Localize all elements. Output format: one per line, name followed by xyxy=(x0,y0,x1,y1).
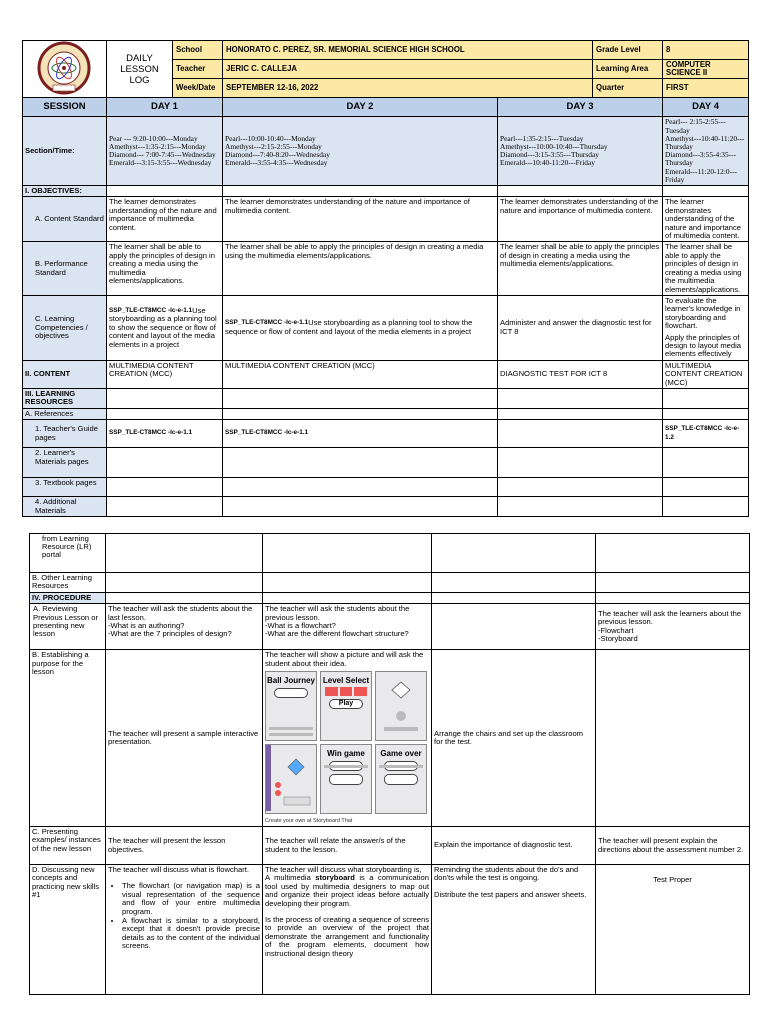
competencies-day1: SSP_TLE-CT8MCC -Ic-e-1.1Use storyboarding as a planning tool to show the sequence or flow of content and layout of the media elements in a project xyxy=(107,295,223,360)
grade-label: Grade Level xyxy=(593,41,663,60)
performance-standard-label: B. Performance Standard xyxy=(23,242,107,295)
list-item: • The flowchart (or navigation map) is a visual representation of the sequence and flow of your entire multimedia program. xyxy=(122,882,260,916)
session-label: SESSION xyxy=(23,98,107,117)
content-day1: MULTIMEDIA CONTENT CREATION (MCC) xyxy=(107,360,223,388)
school-value: HONORATO C. PEREZ, SR. MEMORIAL SCIENCE HIGH SCHOOL xyxy=(223,41,593,60)
teacher-value: JERIC C. CALLEJA xyxy=(223,60,593,79)
lesson-log-table-page2 xyxy=(29,533,750,995)
school-seal xyxy=(23,41,107,98)
section-time-day2: Pearl---10:00-10:40---Monday Amethyst---2:15-2:55---Monday Diamond---7:40-8:20---Wednesday Emerald---3:55-4:35---Wednesday xyxy=(223,117,498,186)
competencies-day2: SSP_TLE-CT8MCC -Ic-e-1.1Use storyboarding as a planning tool to show the sequence or flow of content and layout of the media elements in a project xyxy=(223,295,498,360)
day4-header: DAY 4 xyxy=(663,98,749,117)
presenting-examples-day4: The teacher will present explain the directions about the assessment number 2. xyxy=(596,827,750,865)
performance-standard-day4: The learner shall be able to apply the principles of design in creating a media using the multimedia elements/applications. xyxy=(663,242,749,295)
section-time-day4: Pearl--- 2:15-2:55---Tuesday Amethyst---10:40-11:20---Thursday Diamond---3:55-4:35---Thursday Emerald---11:20-12:0---Friday xyxy=(663,117,749,186)
storyboard-caption: Create your own at Storyboard That xyxy=(265,818,353,825)
additional-materials-cont: from Learning Resource (LR) portal xyxy=(30,534,106,573)
presenting-examples-label: C. Presenting examples/ instances of the new lesson xyxy=(30,827,106,865)
content-day2: MULTIMEDIA CONTENT CREATION (MCC) xyxy=(223,360,498,388)
performance-standard-day3: The learner shall be able to apply the principles of design in creating a media using the multimedia elements/applications. xyxy=(498,242,663,295)
section-time-day3: Pearl---1:35-2:15---Tuesday Amethyst---10:00-10:40---Thursday Diamond---3:15-3:55---Thursday Emerald---10:40-11:20---Friday xyxy=(498,117,663,186)
storyboard-screen-level-select: Level Select Play xyxy=(320,671,372,741)
school-label: School xyxy=(173,41,223,60)
week-value: SEPTEMBER 12-16, 2022 xyxy=(223,79,593,98)
references-label: A. References xyxy=(23,408,107,419)
content-heading: II. CONTENT xyxy=(23,360,107,388)
teacher-label: Teacher xyxy=(173,60,223,79)
storyboard-image xyxy=(265,671,429,825)
competencies-day4: To evaluate the learner's knowledge in storyboarding and flowchart. Apply the principles of design to layout media elements effectively xyxy=(663,295,749,360)
presenting-examples-day1: The teacher will present the lesson objectives. xyxy=(106,827,263,865)
presenting-examples-day3: Explain the importance of diagnostic test. xyxy=(432,827,596,865)
additional-materials-label: 4. Additional Materials xyxy=(23,497,107,517)
discussing-concepts-label: D. Discussing new concepts and practicing new skills #1 xyxy=(30,865,106,995)
establishing-purpose-day1: The teacher will present a sample interactive presentation. xyxy=(106,650,263,827)
section-time-day1: Pear --- 9:20-10:00---Monday Amethyst---1:35-2:15---Monday Diamond--- 7:00-7:45---Wednesday Emerald---3:15-3:55---Wednesday xyxy=(107,117,223,186)
area-value: COMPUTER SCIENCE II xyxy=(663,60,749,79)
performance-standard-day2: The learner shall be able to apply the principles of design in creating a media using the multimedia elements/applications. xyxy=(223,242,498,295)
day1-header: DAY 1 xyxy=(107,98,223,117)
content-standard-label: A. Content Standard xyxy=(23,197,107,242)
lesson-log-table-page1 xyxy=(22,40,749,517)
content-standard-day3: The learner demonstrates understanding of the nature and importance of multimedia content. xyxy=(498,197,663,242)
area-label: Learning Area xyxy=(593,60,663,79)
grade-value: 8 xyxy=(663,41,749,60)
day2-header: DAY 2 xyxy=(223,98,498,117)
content-standard-day4: The learner demonstrates understanding of the nature and importance of multimedia content. xyxy=(663,197,749,242)
learners-materials-label: 2. Learner's Materials pages xyxy=(23,448,107,478)
discussing-concepts-day3: Reminding the students about the do's and don'ts while the test is ongoing. Distribute the test papers and answer sheets. xyxy=(432,865,596,995)
presenting-examples-day2: The teacher will relate the answer/s of the student to the lesson. xyxy=(263,827,432,865)
establishing-purpose-day3: Arrange the chairs and set up the classroom for the test. xyxy=(432,650,596,827)
objectives-heading: I. OBJECTIVES: xyxy=(23,186,107,197)
week-label: Week/Date xyxy=(173,79,223,98)
flow-diagram-icon xyxy=(376,672,426,738)
quarter-value: FIRST xyxy=(663,79,749,98)
teachers-guide-day2: SSP_TLE-CT8MCC -Ic-e-1.1 xyxy=(223,420,498,448)
section-time-label: Section/Time: xyxy=(23,117,107,186)
list-item: • A flowchart is similar to a storyboard, except that it doesn't provide precise details as to the content of the individual screens. xyxy=(122,917,260,951)
discussing-concepts-day1: The teacher will discuss what is flowchart. • The flowchart (or navigation map) is a visual representation of the sequence and flow of your entire multimedia program. • A flowchart is similar to a storyboard, except that it doesn't provide precise details as to the content of the individual screens. xyxy=(106,865,263,995)
teachers-guide-day1: SSP_TLE-CT8MCC -Ic-e-1.1 xyxy=(107,420,223,448)
establishing-purpose-label: B. Establishing a purpose for the lesson xyxy=(30,650,106,827)
storyboard-screen-win-game: Win game xyxy=(320,744,372,814)
content-day3: DIAGNOSTIC TEST FOR ICT 8 xyxy=(498,360,663,388)
teachers-guide-day4: SSP_TLE-CT8MCC -Ic-e-1.2 xyxy=(663,420,749,448)
procedure-heading: IV. PROCEDURE xyxy=(30,592,106,603)
performance-standard-day1: The learner shall be able to apply the principles of design in creating a media using the multimedia elements/applications. xyxy=(107,242,223,295)
reviewing-day1: The teacher will ask the students about the last lesson. -What is an authoring? -What are the 7 principles of design? xyxy=(106,604,263,650)
quarter-label: Quarter xyxy=(593,79,663,98)
day3-header: DAY 3 xyxy=(498,98,663,117)
school-seal-icon xyxy=(23,41,105,95)
other-resources-label: B. Other Learning Resources xyxy=(30,573,106,593)
reviewing-day2: The teacher will ask the students about the previous lesson. -What is a flowchart? -What are the different flowchart structure? xyxy=(263,604,432,650)
content-standard-day1: The learner demonstrates understanding of the nature and importance of multimedia content. xyxy=(107,197,223,242)
game-screen-icon xyxy=(266,745,316,811)
content-day4: MULTIMEDIA CONTENT CREATION (MCC) xyxy=(663,360,749,388)
teachers-guide-label: 1. Teacher's Guide pages xyxy=(23,420,107,448)
resources-heading: III. LEARNING RESOURCES xyxy=(23,388,107,408)
storyboard-screen-game-over: Game over xyxy=(375,744,427,814)
competencies-day3: Administer and answer the diagnostic test for ICT 8 xyxy=(498,295,663,360)
discussing-concepts-day4: Test Proper xyxy=(596,865,750,995)
storyboard-screen-4 xyxy=(265,744,317,814)
storyboard-screen-ball-journey: Ball Journey xyxy=(265,671,317,741)
log-title: DAILY LESSON LOG xyxy=(107,41,173,98)
reviewing-label: A. Reviewing Previous Lesson or presenting new lesson xyxy=(30,604,106,650)
discussing-concepts-day2: The teacher will discuss what storyboarding is, A multimedia storyboard is a communication tool used by multimedia designers to map out and organize their project ideas before actually developing their program. Is the process of creating a sequence of screens to provide an overview of the project that demonstrate the arrangement and functionality of the program elements, document how instructional design theory xyxy=(263,865,432,995)
content-standard-day2: The learner demonstrates understanding of the nature and importance of multimedia content. xyxy=(223,197,498,242)
establishing-purpose-day2: The teacher will show a picture and will ask the student about their idea. Ball Journey Level Select Play Win game Game over Create your own at Storyboard That xyxy=(263,650,432,827)
textbook-pages-label: 3. Textbook pages xyxy=(23,478,107,497)
competencies-label: C. Learning Competencies / objectives xyxy=(23,295,107,360)
storyboard-screen-3 xyxy=(375,671,427,741)
reviewing-day4: The teacher will ask the learners about the previous lesson. -Flowchart -Storyboard xyxy=(596,604,750,650)
